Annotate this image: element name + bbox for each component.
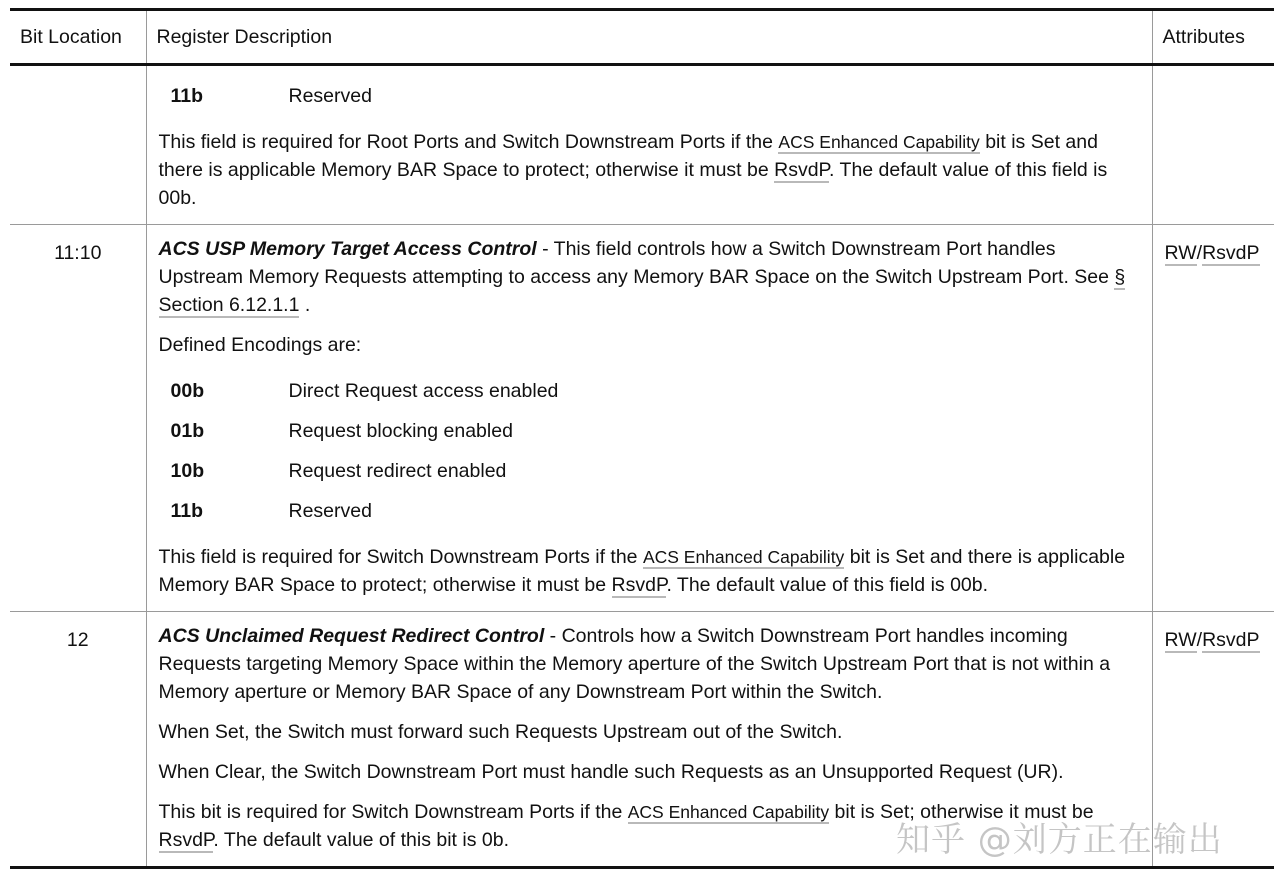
acs-enhanced-capability-link[interactable]: ACS Enhanced Capability [778,132,980,152]
encoding-row [159,411,1140,451]
field-name: ACS USP Memory Target Access Control [158,238,537,260]
encoding-meaning: Direct Request access enabled [288,380,559,402]
attributes-cell: RW/RsvdP [1152,225,1274,612]
description-cell [146,65,1152,225]
description-cell [146,225,1152,612]
bit-location-cell: 12 [10,612,146,868]
encoding-code: 01b [170,420,205,442]
encoding-meaning: Request redirect enabled [288,460,507,482]
bit-location-cell [10,65,146,225]
encoding-row [159,76,1140,116]
encoding-code: 10b [170,460,205,482]
bit-location-cell: 11:10 [10,225,146,612]
rsvdp-link[interactable]: RsvdP [611,574,667,596]
header-row [10,10,1274,65]
attr-rsvdp-link[interactable]: RsvdP [1202,629,1260,651]
attributes-cell: RW/RsvdP [1152,612,1274,868]
when-clear-text: When Clear, the Switch Downstream Port must handle such Requests as an Unsupported Request (UR). [158,761,1064,783]
description-cell [146,612,1152,868]
register-table [10,8,1274,869]
table-row [10,65,1274,225]
acs-enhanced-capability-link[interactable]: ACS Enhanced Capability [627,802,830,822]
acs-enhanced-capability-link[interactable]: ACS Enhanced Capability [642,547,845,567]
attr-rw-link[interactable]: RW [1164,242,1197,264]
encoding-row [159,371,1140,411]
encoding-code: 00b [170,380,205,402]
requirement-note: This field is required for Switch Downstream Ports if the ACS Enhanced Capability bit is Set and there is applicable Memory BAR Space to protect; otherwise it must be RsvdP. The default value of this field is 00b. [158,546,1126,596]
encoding-meaning: Reserved [288,85,372,107]
field-name: ACS Unclaimed Request Redirect Control [158,625,545,647]
header-attributes: Attributes [1152,10,1274,65]
attr-rw-link[interactable]: RW [1164,629,1197,651]
encoding-meaning: Reserved [288,500,372,522]
encoding-meaning: Request blocking enabled [288,420,513,442]
header-bit-location: Bit Location [10,10,146,65]
requirement-note: This bit is required for Switch Downstream Ports if the ACS Enhanced Capability bit is Set; otherwise it must be RsvdP. The default value of this bit is 0b. [158,801,1094,851]
encoding-row [159,491,1140,531]
encoding-list [159,371,1140,531]
encoding-code: 11b [170,500,204,522]
encoding-row [159,451,1140,491]
field-description: ACS Unclaimed Request Redirect Control - Controls how a Switch Downstream Port handles incoming Requests targeting Memory Space within the Memory aperture of the Switch Upstream Port that is not within a Memory aperture or Memory BAR Space of any Downstream Port within the Switch. [158,625,1111,703]
rsvdp-link[interactable]: RsvdP [158,829,214,851]
attributes-cell [1152,65,1274,225]
when-set-text: When Set, the Switch must forward such Requests Upstream out of the Switch. [158,721,843,743]
attr-rsvdp-link[interactable]: RsvdP [1202,242,1260,264]
table-row [10,612,1274,868]
field-description: ACS USP Memory Target Access Control - This field controls how a Switch Downstream Port handles Upstream Memory Requests attempting to access any Memory BAR Space on the Switch Upstream Port. See § Section 6.12.1.1 . [158,238,1126,316]
section-link[interactable]: § Section 6.12.1.1 [158,266,1126,316]
watermark-text: 知乎 @刘方正在输出 [896,820,1223,860]
encodings-title: Defined Encodings are: [158,334,362,356]
encoding-list [159,76,1140,116]
requirement-note: This field is required for Root Ports and Switch Downstream Ports if the ACS Enhanced Capability bit is Set and there is applicable Memory BAR Space to protect; otherwise it must be RsvdP. The default value of this field is 00b. [158,131,1108,209]
rsvdp-link[interactable]: RsvdP [774,159,830,181]
header-register-description: Register Description [146,10,1152,65]
encoding-code: 11b [170,85,204,107]
table-row [10,225,1274,612]
